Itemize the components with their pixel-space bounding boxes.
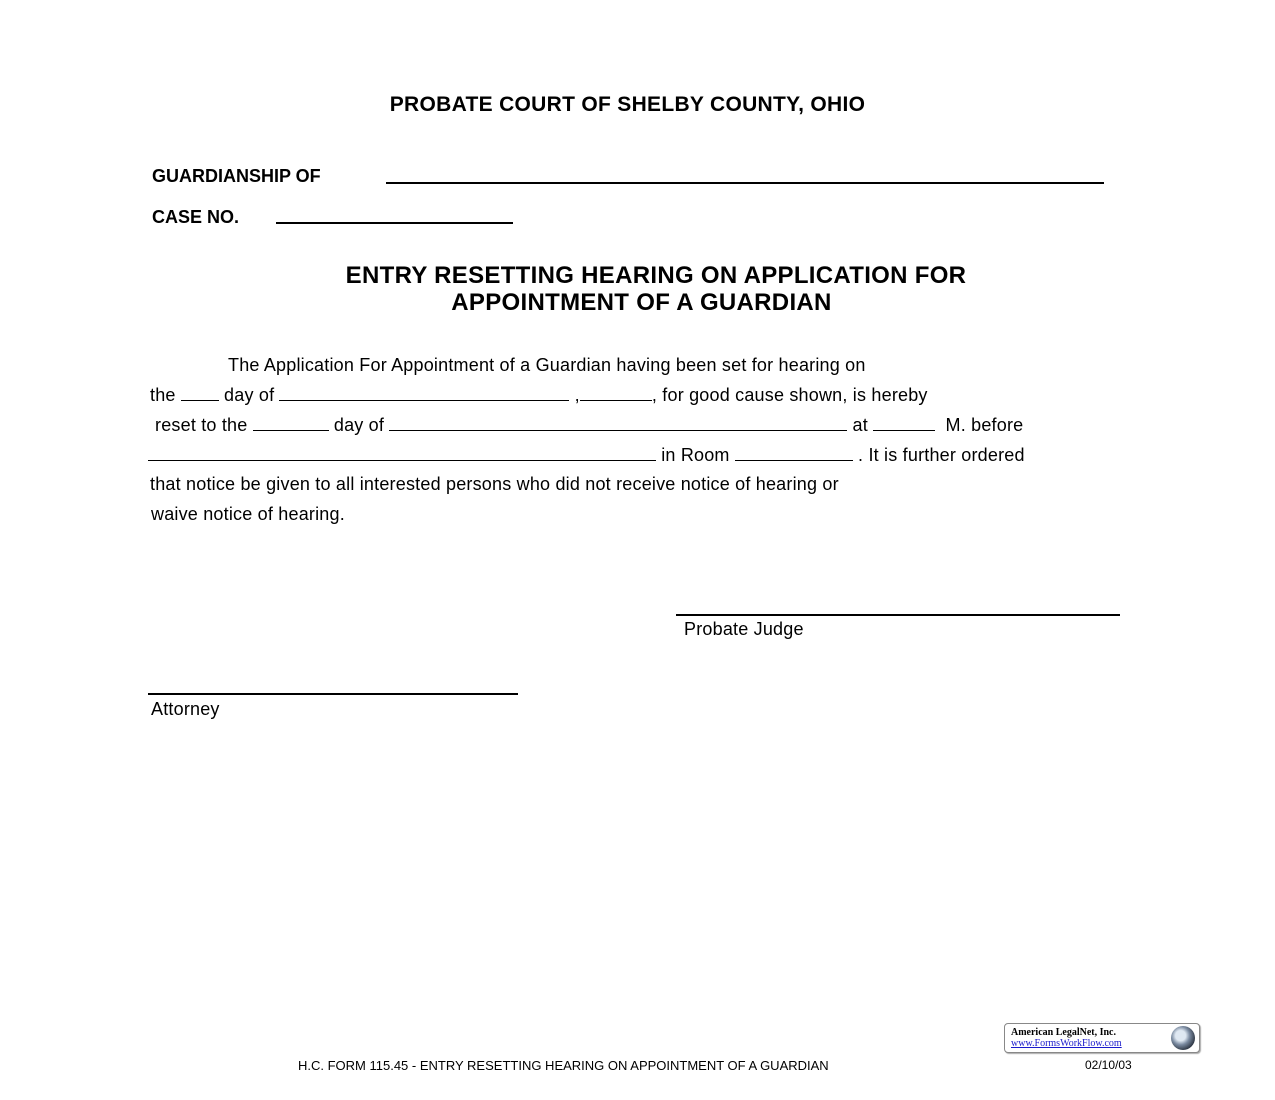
reset-day-field[interactable]: [253, 416, 329, 431]
american-legalnet-logo[interactable]: [1004, 1023, 1200, 1053]
attorney-signature-line[interactable]: [148, 693, 518, 695]
text-further-ordered: . It is further ordered: [858, 445, 1025, 465]
body-line-5: that notice be given to all interested persons who did not receive notice of hearing or: [150, 474, 839, 494]
reset-time-field[interactable]: [873, 416, 935, 431]
text-good-cause: , for good cause shown, is hereby: [651, 385, 928, 405]
text-reset-to-the: reset to the: [155, 415, 248, 435]
form-title-line1: ENTRY RESETTING HEARING ON APPLICATION FOR: [345, 262, 967, 289]
judge-signature-label: Probate Judge: [684, 619, 804, 639]
text-in-room: in Room: [661, 445, 730, 465]
footer-date: 02/10/03: [1085, 1058, 1132, 1072]
text-m-before: M. before: [945, 415, 1024, 435]
attorney-signature-label: Attorney: [151, 699, 220, 719]
court-heading: PROBATE COURT OF SHELBY COUNTY, OHIO: [389, 93, 866, 116]
guardianship-field[interactable]: [386, 182, 1104, 184]
body-line-3: [155, 415, 1023, 436]
form-title-line2: APPOINTMENT OF A GUARDIAN: [451, 289, 832, 316]
reset-month-field[interactable]: [389, 416, 847, 431]
room-field[interactable]: [735, 446, 853, 461]
text-the: the: [150, 385, 176, 405]
body-line-1: The Application For Appointment of a Guardian having been set for hearing on: [228, 355, 866, 375]
original-day-field[interactable]: [181, 386, 219, 401]
logo-url-link[interactable]: www.FormsWorkFlow.com: [1011, 1038, 1122, 1049]
judge-signature-line[interactable]: [676, 614, 1120, 616]
text-at: at: [852, 415, 868, 435]
original-year-field[interactable]: [580, 386, 652, 401]
original-month-field[interactable]: [279, 386, 569, 401]
magistrate-field[interactable]: [148, 446, 656, 461]
case-number-field[interactable]: [276, 222, 513, 224]
case-number-label: CASE NO.: [152, 207, 240, 227]
guardianship-label: GUARDIANSHIP OF: [152, 166, 321, 186]
body-line-4: [148, 445, 1025, 466]
footer-form-title: H.C. FORM 115.45 - ENTRY RESETTING HEARING ON APPOINTMENT OF A GUARDIAN: [298, 1058, 829, 1073]
body-line-2: [150, 385, 928, 406]
logo-company: American LegalNet, Inc.: [1011, 1027, 1116, 1038]
text-comma: ,: [574, 385, 580, 405]
text-day-of-2: day of: [333, 415, 385, 435]
text-day-of: day of: [224, 385, 275, 405]
body-line-6: waive notice of hearing.: [151, 504, 345, 524]
globe-icon: [1171, 1026, 1195, 1050]
